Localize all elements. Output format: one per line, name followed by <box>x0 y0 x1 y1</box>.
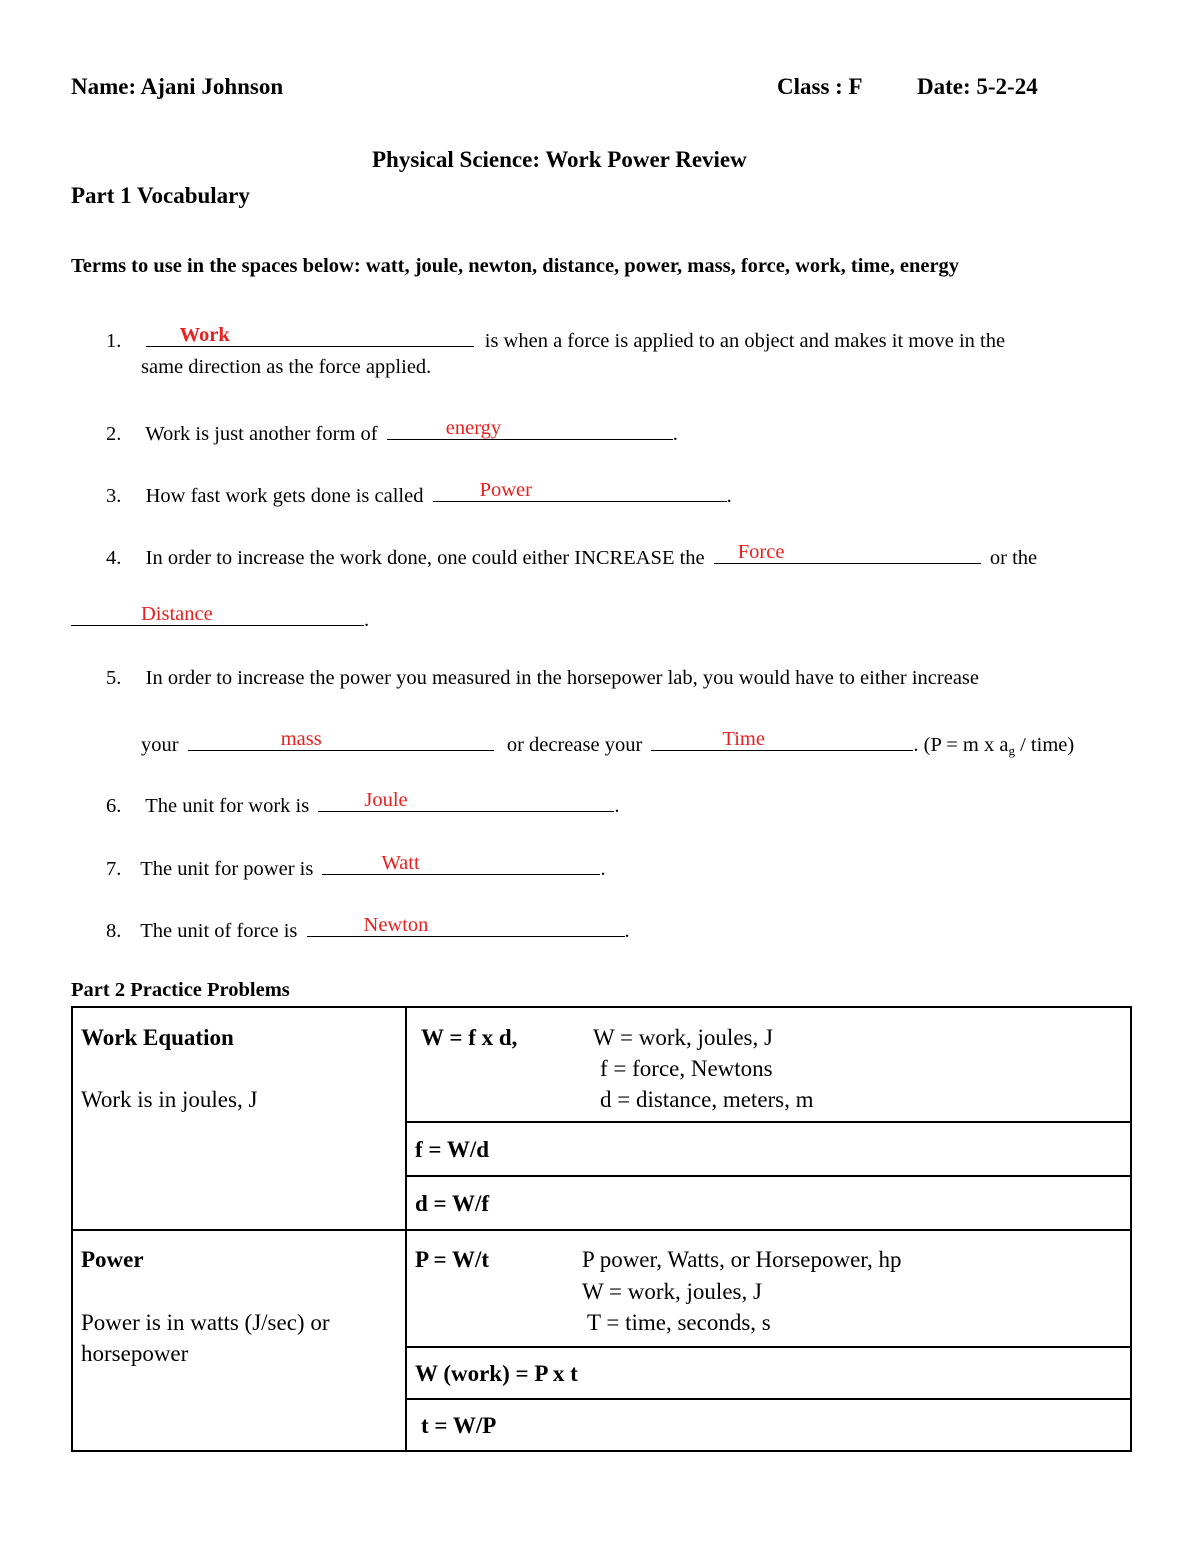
part2-heading: Part 2 Practice Problems <box>71 979 290 1001</box>
time-equation: t = W/P <box>421 1412 497 1438</box>
question-text: The unit for work is <box>145 795 310 817</box>
answer-blank-8[interactable] <box>307 915 625 937</box>
table-row <box>72 1007 1131 1122</box>
question-5-continued <box>141 729 1074 759</box>
work-equation: W = f x d, <box>421 1025 518 1050</box>
work-definition: W = work, joules, J <box>582 1279 762 1304</box>
power-definition: P power, Watts, or Horsepower, hp <box>582 1247 902 1272</box>
answer-text: energy <box>445 417 502 439</box>
answer-text: Distance <box>141 603 213 625</box>
punctuation: . <box>624 920 630 942</box>
punctuation: . <box>614 795 620 817</box>
question-text: or decrease your <box>506 734 643 756</box>
question-text: How fast work gets done is called <box>145 485 424 507</box>
power-title: Power <box>81 1247 144 1272</box>
table-row <box>72 1230 1131 1347</box>
answer-text: Newton <box>363 914 429 936</box>
formula-text: . (P = m x a <box>913 734 1009 756</box>
question-7 <box>106 853 606 881</box>
question-4-continued <box>71 604 369 632</box>
question-number: 8. <box>106 920 122 942</box>
question-text: In order to increase the power you measured in the horsepower lab, you would have to either increase <box>145 667 979 689</box>
question-4 <box>106 542 1037 570</box>
question-text: your <box>141 734 179 756</box>
answer-blank-4b[interactable] <box>71 604 364 626</box>
answer-text: mass <box>280 728 322 750</box>
question-text: or the <box>989 547 1038 569</box>
answer-text: Watt <box>381 852 420 874</box>
equation-table <box>71 1006 1132 1452</box>
answer-blank-3[interactable] <box>433 480 727 502</box>
question-text: is when a force is applied to an object and makes it move in the <box>484 330 1006 352</box>
answer-text: Power <box>479 479 532 501</box>
power-label-cell <box>72 1230 406 1451</box>
punctuation: . <box>672 423 678 445</box>
question-text: The unit for power is <box>140 858 314 880</box>
punctuation: . <box>726 485 732 507</box>
distance-equation-cell <box>406 1176 1131 1230</box>
time-equation-cell <box>406 1399 1131 1451</box>
question-6 <box>106 790 620 818</box>
work-label-cell <box>72 1007 406 1230</box>
work-description: Work is in joules, J <box>81 1087 258 1112</box>
question-8 <box>106 915 630 943</box>
question-2 <box>106 418 678 446</box>
answer-text: Time <box>722 728 765 750</box>
question-text: The unit of force is <box>140 920 298 942</box>
class-label: Class : F <box>777 74 863 99</box>
date-label: Date: 5-2-24 <box>917 74 1038 99</box>
question-text: Work is just another form of <box>145 423 378 445</box>
work-equation-cell <box>406 1007 1131 1122</box>
answer-blank-1[interactable] <box>146 325 474 347</box>
question-5 <box>106 667 979 690</box>
power-formula <box>913 734 1074 756</box>
page-title: Physical Science: Work Power Review <box>372 147 747 172</box>
question-number: 4. <box>106 547 122 569</box>
power-description: Power is in watts (J/sec) or <box>81 1310 330 1335</box>
force-definition: f = force, Newtons <box>600 1056 773 1081</box>
answer-blank-6[interactable] <box>318 790 614 812</box>
power-equation-cell <box>406 1230 1131 1347</box>
part1-heading: Part 1 Vocabulary <box>71 183 250 208</box>
question-text: In order to increase the work done, one could either INCREASE the <box>145 547 705 569</box>
answer-blank-2[interactable] <box>387 418 673 440</box>
power-equation: P = W/t <box>415 1247 490 1272</box>
work-title: Work Equation <box>81 1025 234 1050</box>
question-number: 5. <box>106 667 122 689</box>
question-3 <box>106 480 732 508</box>
punctuation: . <box>600 858 606 880</box>
answer-text: Work <box>179 324 230 346</box>
formula-text: / time) <box>1014 734 1075 756</box>
answer-blank-5b[interactable] <box>651 729 913 751</box>
question-number: 2. <box>106 423 122 445</box>
formula-subscript: g <box>1008 743 1015 758</box>
answer-text: Force <box>737 541 785 563</box>
question-number: 6. <box>106 795 122 817</box>
student-name: Name: Ajani Johnson <box>71 74 284 99</box>
distance-equation: d = W/f <box>415 1190 490 1216</box>
answer-text: Joule <box>364 789 408 811</box>
answer-blank-7[interactable] <box>322 853 600 875</box>
terms-line: Terms to use in the spaces below: watt, joule, newton, distance, power, mass, force, work, time, energy <box>71 255 960 277</box>
work-from-power-equation: W (work) = P x t <box>415 1360 578 1386</box>
force-equation: f = W/d <box>415 1136 490 1162</box>
punctuation: . <box>364 609 370 631</box>
work-from-power-cell <box>406 1347 1131 1399</box>
question-1 <box>106 325 1005 353</box>
question-number: 3. <box>106 485 122 507</box>
time-definition: T = time, seconds, s <box>587 1310 771 1335</box>
question-number: 7. <box>106 858 122 880</box>
force-equation-cell <box>406 1122 1131 1176</box>
power-description-continued: horsepower <box>81 1341 189 1366</box>
question-number: 1. <box>106 330 122 352</box>
answer-blank-5a[interactable] <box>188 729 494 751</box>
answer-blank-4a[interactable] <box>714 542 981 564</box>
distance-definition: d = distance, meters, m <box>600 1087 814 1112</box>
question-1-continued: same direction as the force applied. <box>141 356 432 378</box>
work-definition: W = work, joules, J <box>593 1025 773 1050</box>
